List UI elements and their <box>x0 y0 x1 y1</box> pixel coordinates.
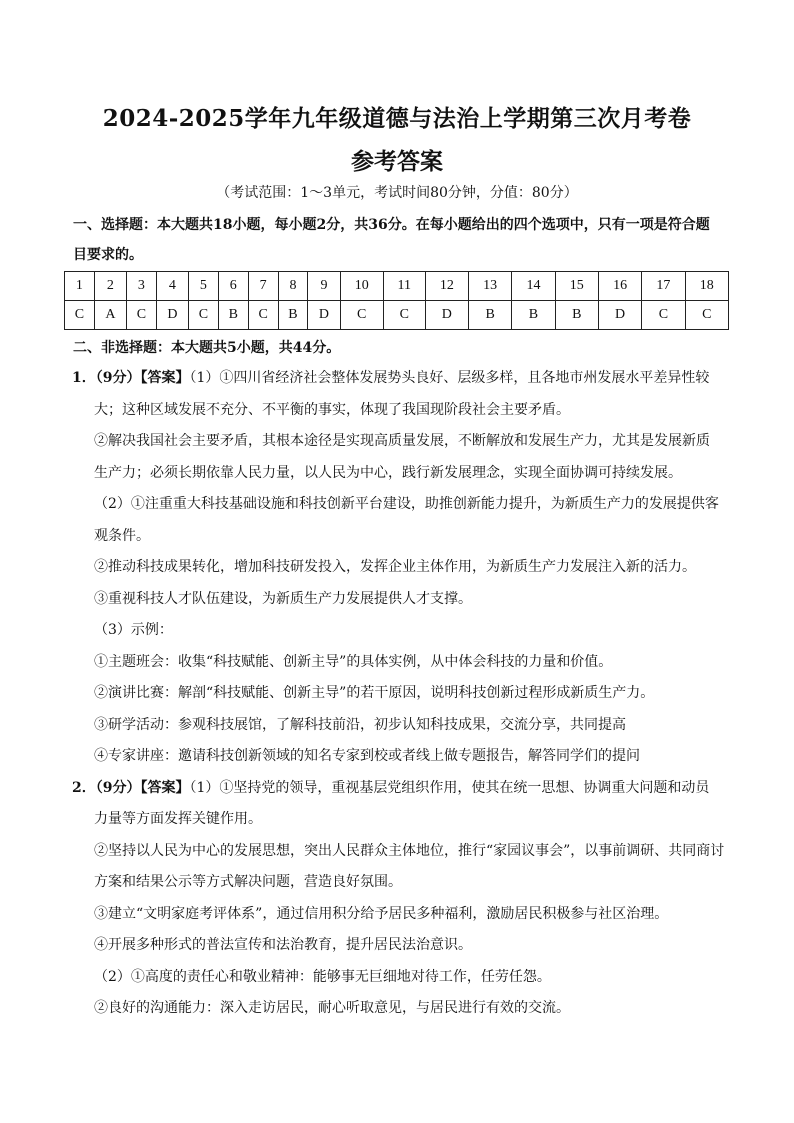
page-title: 2024-2025学年九年级道德与法治上学期第三次月考卷 <box>102 105 692 132</box>
q1-number: 1． <box>72 370 96 386</box>
question-number-cell: 13 <box>468 272 511 301</box>
question-number-cell: 4 <box>156 272 188 301</box>
answer-cell: B <box>512 301 555 330</box>
q2-text: 方案和结果公示等方式解决问题，营造良好氛围。 <box>94 874 402 890</box>
q1-text: 观条件。 <box>94 527 150 544</box>
question-number-cell: 14 <box>512 272 555 301</box>
question-number-cell: 15 <box>555 272 598 301</box>
q2-text: ②良好的沟通能力：深入走访居民，耐心听取意见，与居民进行有效的交流。 <box>94 1000 570 1016</box>
q2-text: （2）①高度的责任心和敬业精神：能够事无巨细地对待工作，任劳任怨。 <box>94 968 551 985</box>
page-subtitle: 参考答案 <box>351 148 443 175</box>
question-number-cell: 3 <box>126 272 156 301</box>
question-number-cell: 7 <box>248 272 278 301</box>
answer-cell: B <box>555 301 598 330</box>
q1-text: ②推动科技成果转化，增加科技研发投入，发挥企业主体作用，为新质生产力发展注入新的活力。 <box>94 559 696 575</box>
answer-cell: C <box>642 301 685 330</box>
section-1-heading <box>73 210 723 270</box>
answer-cell: C <box>126 301 156 330</box>
answer-cell: D <box>425 301 468 330</box>
q1-text: ③重视科技人才队伍建设，为新质生产力发展提供人才支撑。 <box>94 590 472 607</box>
question-number-cell: 12 <box>425 272 468 301</box>
answer-cell: B <box>218 301 248 330</box>
q1-text: ③研学活动：参观科技展馆，了解科技前沿，初步认知科技成果，交流分享，共同提高 <box>94 716 626 733</box>
answer-cell: D <box>308 301 340 330</box>
q1-text: （1）①四川省经济社会整体发展势头良好、层级多样，且各地市州发展水平差异性较 <box>189 370 710 386</box>
answer-cell: C <box>340 301 383 330</box>
question-number-cell: 5 <box>188 272 218 301</box>
answer-cell: B <box>468 301 511 330</box>
answer-cell: C <box>383 301 425 330</box>
q1-text: ②演讲比赛：解剖“科技赋能、创新主导”的若干原因，说明科技创新过程形成新质生产力。 <box>94 685 655 701</box>
q1-score: （9分）【答案】 <box>95 370 190 386</box>
q2-score: （9分）【答案】 <box>95 779 190 796</box>
q2-number: 2． <box>72 779 96 796</box>
q1-first-line <box>72 363 724 395</box>
question-number-cell: 2 <box>94 272 126 301</box>
answer-body <box>72 363 724 1025</box>
q2-text: ④开展多种形式的普法宣传和法治教育，提升居民法治意识。 <box>94 937 472 953</box>
q1-text: （2）①注重重大科技基础设施和科技创新平台建设，助推创新能力提升，为新质生产力的发展提供客 <box>94 496 719 512</box>
question-number-cell: 6 <box>218 272 248 301</box>
question-number-cell: 18 <box>685 272 728 301</box>
answer-cell: C <box>188 301 218 330</box>
answer-cell: C <box>685 301 728 330</box>
answer-cell: A <box>94 301 126 330</box>
question-number-cell: 8 <box>278 272 308 301</box>
q2-text: ②坚持以人民为中心的发展思想，突出人民群众主体地位，推行“家园议事会”，以事前调研、共同商讨 <box>94 842 725 859</box>
choice-answer-table <box>64 271 729 330</box>
question-number-cell: 1 <box>65 272 95 301</box>
q1-text: ②解决我国社会主要矛盾，其根本途径是实现高质量发展，不断解放和发展生产力，尤其是发展新质 <box>94 433 710 449</box>
q1-text: （3）示例： <box>94 622 173 638</box>
question-number-cell: 17 <box>642 272 685 301</box>
q2-text: ③建立“文明家庭考评体系”，通过信用积分给予居民多种福利，激励居民积极参与社区治理。 <box>94 905 669 922</box>
section-1-heading-line: 一、选择题：本大题共18小题，每小题2分，共36分。在每小题给出的四个选项中，只有一项是符合题 <box>73 217 710 233</box>
section-2-heading: 二、非选择题：本大题共5小题，共44分。 <box>73 340 341 356</box>
answer-cell: B <box>278 301 308 330</box>
question-number-cell: 9 <box>308 272 340 301</box>
answer-cell: C <box>65 301 95 330</box>
question-number-row <box>65 272 729 301</box>
q2-text: 力量等方面发挥关键作用。 <box>94 811 262 827</box>
q1-text: ④专家讲座：邀请科技创新领域的知名专家到校或者线上做专题报告，解答同学们的提问 <box>94 748 640 764</box>
exam-meta: （考试范围：1～3单元，考试时间80分钟，分值：80分） <box>216 185 578 201</box>
q2-text: （1）①坚持党的领导，重视基层党组织作用，使其在统一思想、协调重大问题和动员 <box>189 779 710 796</box>
question-number-cell: 16 <box>598 272 641 301</box>
question-number-cell: 10 <box>340 272 383 301</box>
q1-text: 大；这种区域发展不充分、不平衡的事实，体现了我国现阶段社会主要矛盾。 <box>94 401 570 418</box>
q1-text: ①主题班会：收集“科技赋能、创新主导”的具体实例，从中体会科技的力量和价值。 <box>94 653 613 670</box>
section-1-heading-line: 目要求的。 <box>73 247 143 263</box>
answer-cell: D <box>156 301 188 330</box>
answer-cell: C <box>248 301 278 330</box>
q1-text: 生产力；必须长期依靠人民力量，以人民为中心，践行新发展理念，实现全面协调可持续发展。 <box>94 464 682 481</box>
question-number-cell: 11 <box>383 272 425 301</box>
q2-first-line <box>72 773 724 805</box>
answer-cell: D <box>598 301 641 330</box>
answer-row <box>65 301 729 330</box>
